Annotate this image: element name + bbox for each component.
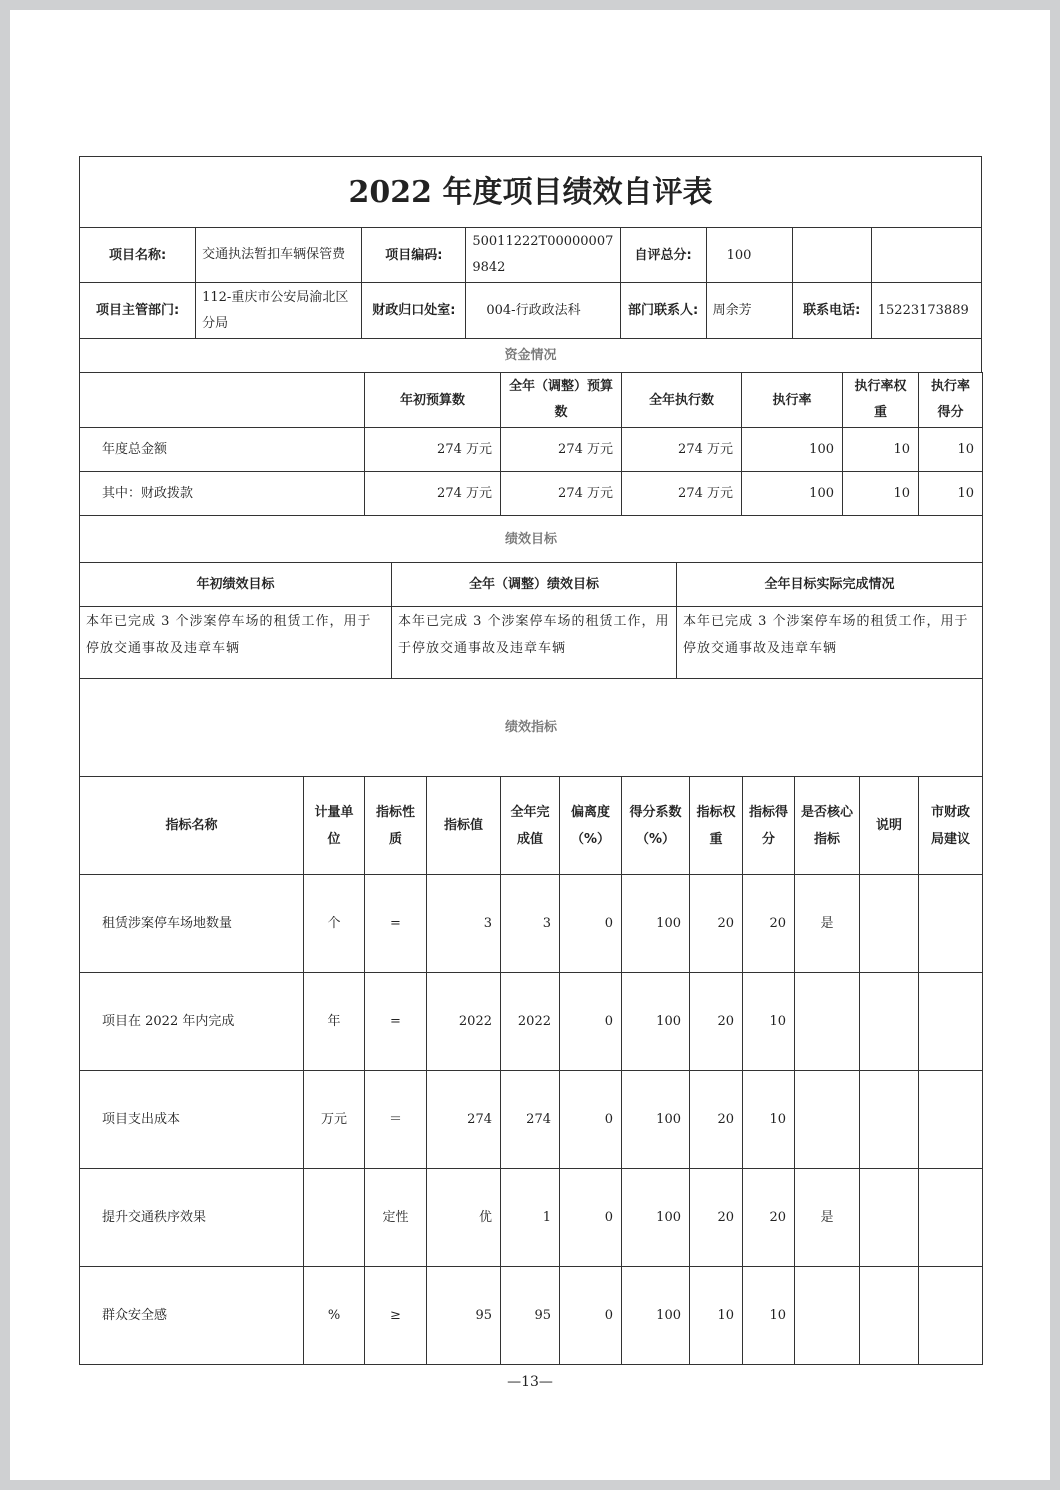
funds-row-label: 其中：财政拨款 — [80, 472, 365, 516]
indicator-cell: 100 — [622, 1169, 690, 1267]
table-row — [80, 1071, 983, 1169]
funds-header: 执行率得分 — [919, 373, 983, 428]
funds-row-label: 年度总金额 — [80, 428, 365, 472]
indicator-name: 项目支出成本 — [80, 1071, 304, 1169]
indicator-cell: 20 — [690, 1169, 743, 1267]
indicator-header: 指标性质 — [365, 777, 427, 875]
table-row — [80, 428, 983, 472]
indicator-cell: 274 — [427, 1071, 501, 1169]
indicator-cell: 20 — [743, 875, 795, 973]
document-page — [10, 10, 1050, 1480]
indicator-cell: 100 — [622, 1071, 690, 1169]
indicator-cell: 优 — [427, 1169, 501, 1267]
indicator-header: 得分系数（%） — [622, 777, 690, 875]
indicator-cell: 0 — [560, 1169, 622, 1267]
indicator-header: 指标得分 — [743, 777, 795, 875]
indicator-cell: 2022 — [427, 973, 501, 1071]
indicator-cell: 95 — [501, 1267, 560, 1365]
funds-cell: 274 万元 — [501, 472, 622, 516]
funds-table — [79, 372, 983, 563]
goal-header: 全年目标实际完成情况 — [677, 563, 983, 607]
funds-header: 全年执行数 — [622, 373, 742, 428]
indicator-header: 指标值 — [427, 777, 501, 875]
funds-cell: 274 万元 — [501, 428, 622, 472]
funds-cell: 274 万元 — [622, 428, 742, 472]
goal-text: 本年已完成 3 个涉案停车场的租赁工作，用于停放交通事故及违章车辆 — [677, 607, 983, 679]
form-title: 2022 年度项目绩效自评表 — [80, 157, 982, 228]
score-value: 100 — [706, 228, 792, 283]
indicator-cell: 100 — [622, 1267, 690, 1365]
goal-header: 年初绩效目标 — [80, 563, 392, 607]
funds-cell: 10 — [919, 428, 983, 472]
funds-cell: 274 万元 — [365, 428, 501, 472]
indicator-cell: 是 — [795, 875, 860, 973]
indicator-cell — [795, 1071, 860, 1169]
table-row — [80, 472, 983, 516]
indicator-header: 计量单位 — [304, 777, 365, 875]
indicator-cell: 年 — [304, 973, 365, 1071]
indicator-cell: 定性 — [365, 1169, 427, 1267]
indicator-cell: 20 — [690, 1071, 743, 1169]
indicator-header: 说明 — [860, 777, 919, 875]
indicator-cell: = — [365, 973, 427, 1071]
funds-header-empty — [80, 373, 365, 428]
goals-table — [79, 562, 983, 777]
indicator-cell — [860, 1169, 919, 1267]
indicator-cell: 20 — [690, 875, 743, 973]
indicator-name: 提升交通秩序效果 — [80, 1169, 304, 1267]
indicator-cell: 0 — [560, 1267, 622, 1365]
table-row — [80, 875, 983, 973]
funds-cell: 100 — [742, 472, 843, 516]
indicators-table — [79, 776, 983, 1365]
indicator-cell: 100 — [622, 875, 690, 973]
indicator-cell: 是 — [795, 1169, 860, 1267]
indicator-cell: 274 — [501, 1071, 560, 1169]
funds-header: 全年（调整）预算数 — [501, 373, 622, 428]
indicator-name: 租赁涉案停车场地数量 — [80, 875, 304, 973]
indicator-header: 偏离度（%） — [560, 777, 622, 875]
table-row — [80, 1267, 983, 1365]
goal-text: 本年已完成 3 个涉案停车场的租赁工作，用于停放交通事故及违章车辆 — [80, 607, 392, 679]
indicator-cell — [919, 1169, 983, 1267]
indicator-cell: 10 — [743, 1071, 795, 1169]
page-number: —13— — [507, 1374, 553, 1390]
funds-header: 执行率权重 — [843, 373, 919, 428]
funds-header: 年初预算数 — [365, 373, 501, 428]
indicator-cell: 100 — [622, 973, 690, 1071]
indicator-cell — [795, 1267, 860, 1365]
indicator-cell: % — [304, 1267, 365, 1365]
indicator-cell — [919, 1267, 983, 1365]
indicator-header: 是否核心指标 — [795, 777, 860, 875]
office-value: 004-行政政法科 — [466, 283, 620, 339]
indicator-cell — [304, 1169, 365, 1267]
dept-label: 项目主管部门: — [80, 283, 196, 339]
indicator-cell — [795, 973, 860, 1071]
indicator-cell — [919, 875, 983, 973]
indicator-cell: 2022 — [501, 973, 560, 1071]
indicator-cell — [919, 973, 983, 1071]
indicator-header: 市财政局建议 — [919, 777, 983, 875]
indicator-cell: ≥ — [365, 1267, 427, 1365]
indicator-cell: 95 — [427, 1267, 501, 1365]
indicator-cell: ＝ — [365, 1071, 427, 1169]
funds-header: 执行率 — [742, 373, 843, 428]
funds-cell: 10 — [843, 472, 919, 516]
phone-value: 15223173889 — [871, 283, 981, 339]
phone-label: 联系电话: — [792, 283, 871, 339]
indicator-header: 全年完成值 — [501, 777, 560, 875]
project-name-label: 项目名称: — [80, 228, 196, 283]
indicator-cell — [860, 1267, 919, 1365]
goals-section-title: 绩效目标 — [80, 516, 983, 563]
indicator-cell: 10 — [690, 1267, 743, 1365]
indicator-cell — [860, 973, 919, 1071]
indicator-cell: 0 — [560, 875, 622, 973]
contact-label: 部门联系人: — [620, 283, 706, 339]
empty-cell — [792, 228, 871, 283]
table-row — [80, 1169, 983, 1267]
evaluation-table-top — [79, 156, 982, 373]
indicator-header: 指标权重 — [690, 777, 743, 875]
indicator-name: 项目在 2022 年内完成 — [80, 973, 304, 1071]
indicator-cell: = — [365, 875, 427, 973]
indicator-cell: 0 — [560, 1071, 622, 1169]
goal-header: 全年（调整）绩效目标 — [392, 563, 677, 607]
indicator-cell: 万元 — [304, 1071, 365, 1169]
indicator-cell: 0 — [560, 973, 622, 1071]
table-row — [80, 973, 983, 1071]
indicator-cell: 1 — [501, 1169, 560, 1267]
indicator-header: 指标名称 — [80, 777, 304, 875]
funds-cell: 10 — [843, 428, 919, 472]
funds-cell: 274 万元 — [622, 472, 742, 516]
indicator-cell — [860, 875, 919, 973]
contact-value: 周余芳 — [706, 283, 792, 339]
funds-cell: 274 万元 — [365, 472, 501, 516]
indicator-cell — [919, 1071, 983, 1169]
indicators-section-title: 绩效指标 — [80, 679, 983, 777]
goal-text: 本年已完成 3 个涉案停车场的租赁工作，用于停放交通事故及违章车辆 — [392, 607, 677, 679]
dept-value: 112-重庆市公安局渝北区分局 — [196, 283, 362, 339]
empty-cell — [871, 228, 981, 283]
funds-section-title: 资金情况 — [80, 339, 982, 373]
indicator-cell: 10 — [743, 973, 795, 1071]
indicator-cell: 3 — [501, 875, 560, 973]
indicator-name: 群众安全感 — [80, 1267, 304, 1365]
project-code-label: 项目编码: — [362, 228, 466, 283]
indicator-cell: 10 — [743, 1267, 795, 1365]
project-code-value: 50011222T000000079842 — [466, 228, 620, 283]
indicator-cell: 个 — [304, 875, 365, 973]
funds-cell: 100 — [742, 428, 843, 472]
office-label: 财政归口处室: — [362, 283, 466, 339]
project-name-value: 交通执法暂扣车辆保管费 — [196, 228, 362, 283]
score-label: 自评总分: — [620, 228, 706, 283]
indicator-cell: 20 — [690, 973, 743, 1071]
indicator-cell: 20 — [743, 1169, 795, 1267]
funds-cell: 10 — [919, 472, 983, 516]
indicator-cell — [860, 1071, 919, 1169]
indicator-cell: 3 — [427, 875, 501, 973]
